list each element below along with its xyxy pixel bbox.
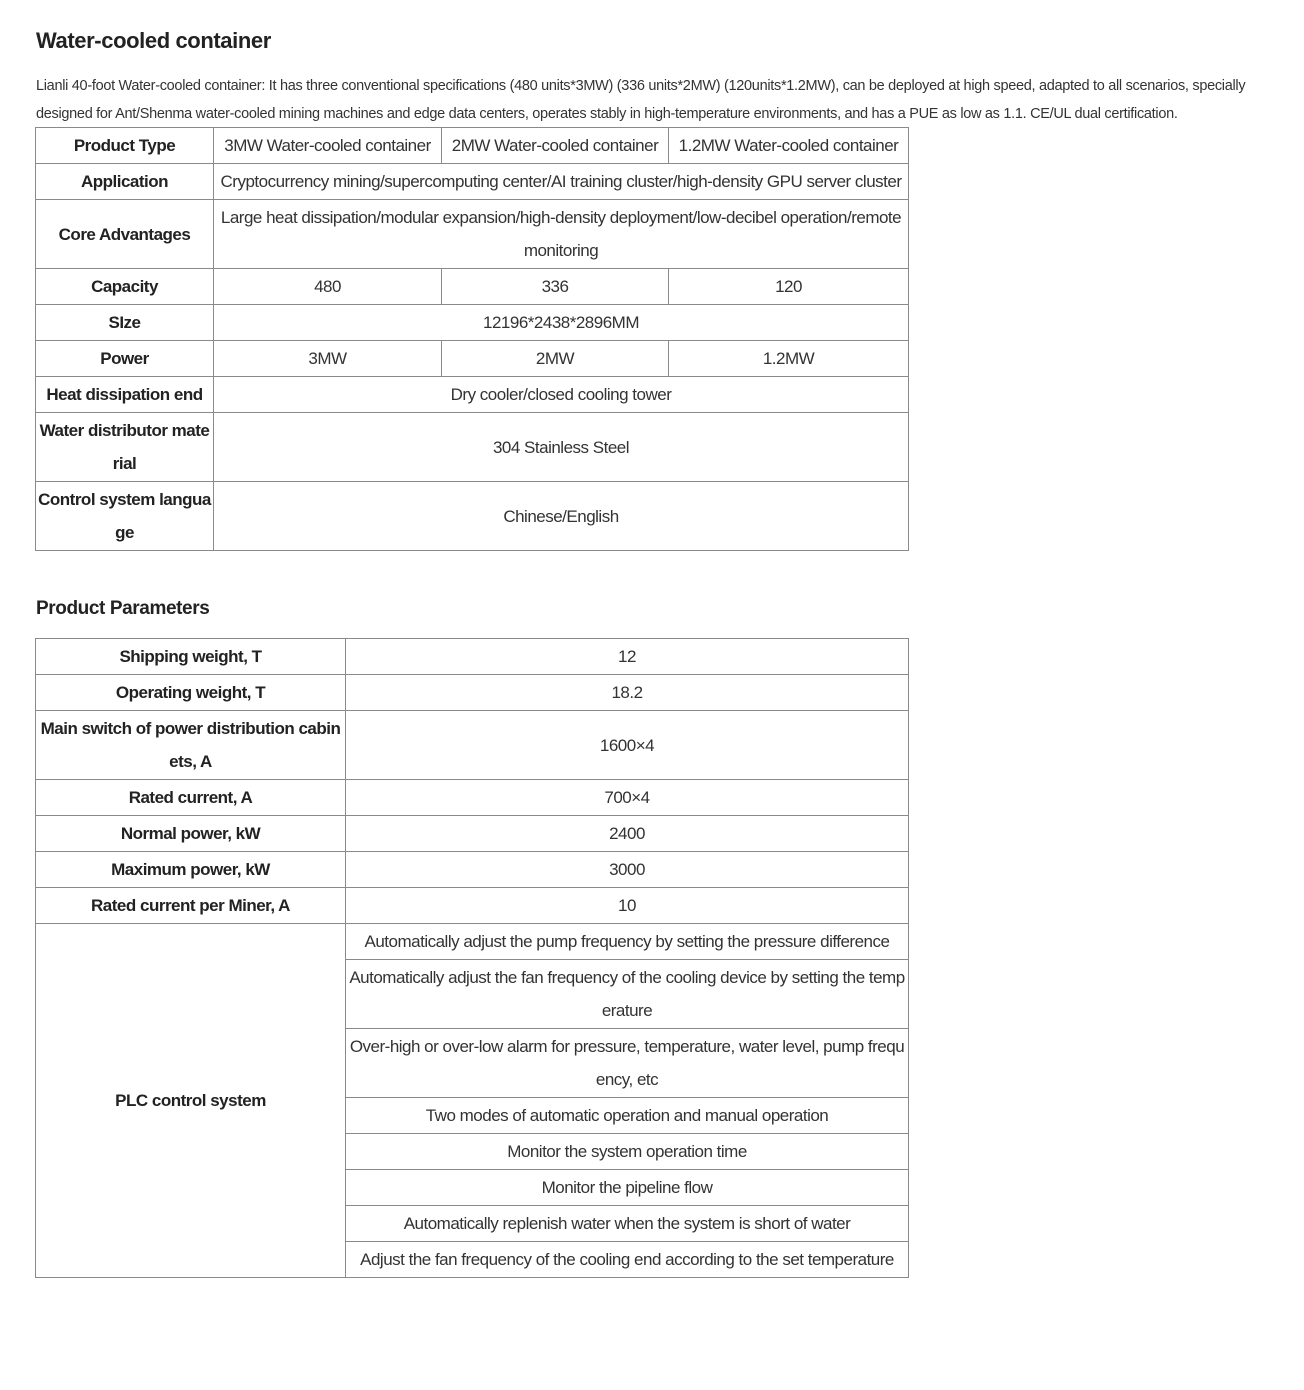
cell-value: 480 bbox=[214, 269, 442, 305]
row-label: Power bbox=[36, 341, 214, 377]
cell-value: 700×4 bbox=[346, 780, 909, 816]
row-label: Product Type bbox=[36, 128, 214, 164]
row-label: Normal power, kW bbox=[36, 816, 346, 852]
row-label: Rated current per Miner, A bbox=[36, 888, 346, 924]
page-title: Water-cooled container bbox=[36, 28, 271, 53]
table-row bbox=[36, 852, 909, 888]
row-label: Rated current, A bbox=[36, 780, 346, 816]
table-row-capacity bbox=[36, 269, 909, 305]
row-label: Heat dissipation end bbox=[36, 377, 214, 413]
plc-feature: Automatically adjust the pump frequency by setting the pressure difference bbox=[346, 924, 909, 960]
cell-value: 3MW bbox=[214, 341, 442, 377]
cell-value: 2MW Water-cooled container bbox=[442, 128, 669, 164]
spec-table bbox=[35, 127, 909, 551]
row-label: Water distributor material bbox=[36, 413, 214, 482]
table-row bbox=[36, 888, 909, 924]
table-row-water-distributor bbox=[36, 413, 909, 482]
table-row-power bbox=[36, 341, 909, 377]
cell-value: Dry cooler/closed cooling tower bbox=[214, 377, 909, 413]
plc-label: PLC control system bbox=[36, 924, 346, 1278]
plc-feature: Automatically replenish water when the system is short of water bbox=[346, 1206, 909, 1242]
cell-value: 3MW Water-cooled container bbox=[214, 128, 442, 164]
row-label: SIze bbox=[36, 305, 214, 341]
plc-feature: Automatically adjust the fan frequency of the cooling device by setting the temperature bbox=[346, 960, 909, 1029]
section-title-parameters: Product Parameters bbox=[36, 598, 210, 619]
row-label: Core Advantages bbox=[36, 200, 214, 269]
row-label: Capacity bbox=[36, 269, 214, 305]
row-label: Application bbox=[36, 164, 214, 200]
plc-feature: Two modes of automatic operation and manual operation bbox=[346, 1098, 909, 1134]
plc-feature: Monitor the pipeline flow bbox=[346, 1170, 909, 1206]
table-row bbox=[36, 711, 909, 780]
cell-value: 120 bbox=[669, 269, 909, 305]
table-row-core-advantages bbox=[36, 200, 909, 269]
table-row-control-language bbox=[36, 482, 909, 551]
plc-feature: Over-high or over-low alarm for pressure, temperature, water level, pump frequency, etc bbox=[346, 1029, 909, 1098]
table-row-application bbox=[36, 164, 909, 200]
row-label: Main switch of power distribution cabinets, A bbox=[36, 711, 346, 780]
table-row bbox=[36, 675, 909, 711]
cell-value: 3000 bbox=[346, 852, 909, 888]
cell-value: 1.2MW bbox=[669, 341, 909, 377]
table-row-product-type bbox=[36, 128, 909, 164]
cell-value: 1.2MW Water-cooled container bbox=[669, 128, 909, 164]
cell-value: 2MW bbox=[442, 341, 669, 377]
plc-feature: Monitor the system operation time bbox=[346, 1134, 909, 1170]
cell-value: Chinese/English bbox=[214, 482, 909, 551]
cell-value: 2400 bbox=[346, 816, 909, 852]
table-row-heat-dissipation bbox=[36, 377, 909, 413]
cell-value: 18.2 bbox=[346, 675, 909, 711]
row-label: Shipping weight, T bbox=[36, 639, 346, 675]
cell-value: Large heat dissipation/modular expansion/high-density deployment/low-decibel operation/remote monitoring bbox=[214, 200, 909, 269]
cell-value: 12196*2438*2896MM bbox=[214, 305, 909, 341]
table-row bbox=[36, 816, 909, 852]
intro-paragraph: Lianli 40-foot Water-cooled container: It has three conventional specifications (480 units*3MW) (336 units*2MW) (120units*1.2MW), can be deployed at high speed, adapted to all scenarios, specially designed for Ant/Shenma water-cooled mining machines and edge data centers, operates stably in high-temperature environments, and has a PUE as low as 1.1. CE/UL dual certification. bbox=[36, 78, 1246, 122]
cell-value: 304 Stainless Steel bbox=[214, 413, 909, 482]
table-row-plc bbox=[36, 924, 909, 960]
row-label: Control system language bbox=[36, 482, 214, 551]
parameters-table bbox=[35, 638, 909, 1278]
plc-feature: Adjust the fan frequency of the cooling end according to the set temperature bbox=[346, 1242, 909, 1278]
table-row bbox=[36, 780, 909, 816]
cell-value: 1600×4 bbox=[346, 711, 909, 780]
table-row-size bbox=[36, 305, 909, 341]
row-label: Maximum power, kW bbox=[36, 852, 346, 888]
table-row bbox=[36, 639, 909, 675]
cell-value: 336 bbox=[442, 269, 669, 305]
cell-value: Cryptocurrency mining/supercomputing center/AI training cluster/high-density GPU server cluster bbox=[214, 164, 909, 200]
row-label: Operating weight, T bbox=[36, 675, 346, 711]
cell-value: 10 bbox=[346, 888, 909, 924]
cell-value: 12 bbox=[346, 639, 909, 675]
